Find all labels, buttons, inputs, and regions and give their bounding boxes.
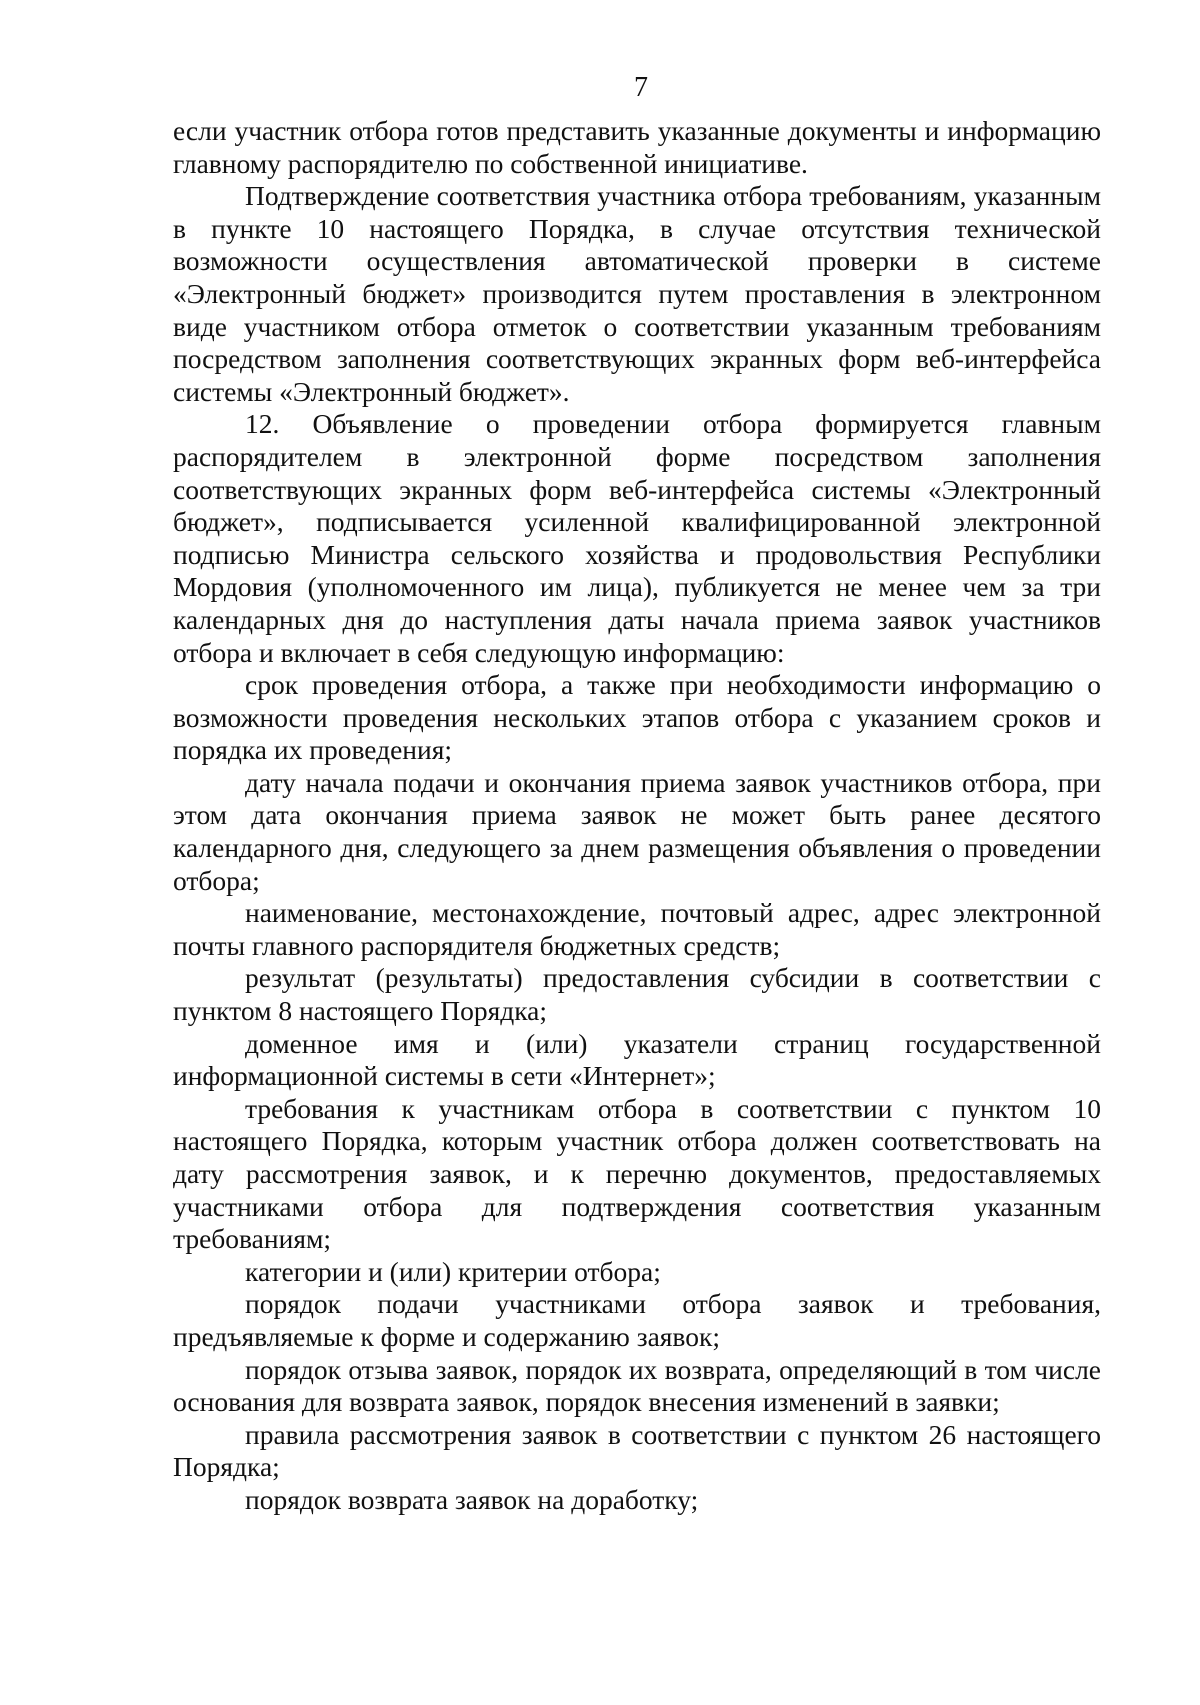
paragraph-4: срок проведения отбора, а также при необходимости информацию о возможности проведения нескольких этапов отбора с указанием сроков и порядка их проведения;: [173, 669, 1101, 766]
paragraph-11: порядок подачи участниками отбора заявок и требования, предъявляемые к форме и содержанию заявок;: [173, 1288, 1101, 1352]
paragraph-7: результат (результаты) предоставления субсидии в соответствии с пунктом 8 настоящего Порядка;: [173, 962, 1101, 1027]
paragraph-1: если участник отбора готов представить указанные документы и информацию главному распорядителю по собственной инициативе.: [173, 115, 1101, 179]
paragraph-5: дату начала подачи и окончания приема заявок участников отбора, при этом дата окончания приема заявок не может быть ранее десятого календарного дня, следующего за днем размещения объявления о проведении отбора;: [173, 766, 1101, 896]
paragraph-14: порядок возврата заявок на доработку;: [245, 1483, 699, 1515]
document-body: [173, 115, 1101, 1517]
paragraph-9: требования к участникам отбора в соответствии с пунктом 10 настоящего Порядка, которым участник отбора должен соответствовать на дату рассмотрения заявок, и к перечню документов, предоставляемых участниками отбора для подтверждения соответствия указанным требованиям;: [173, 1092, 1101, 1255]
paragraph-12: порядок отзыва заявок, порядок их возврата, определяющий в том числе основания для возврата заявок, порядок внесения изменений в заявки;: [173, 1353, 1101, 1418]
paragraph-8: доменное имя и (или) указатели страниц государственной информационной системы в сети «Интернет»;: [173, 1027, 1101, 1092]
page-number: 7: [634, 72, 648, 103]
paragraph-3: 12. Объявление о проведении отбора формируется главным распорядителем в электронной форме посредством заполнения соответствующих экранных форм веб-интерфейса системы «Электронный бюджет», подписывается усиленной квалифицированной электронной подписью Министра сельского хозяйства и продовольствия Республики Мордовия (уполномоченного им лица), публикуется не менее чем за три календарных дня до наступления даты начала приема заявок участников отбора и включает в себя следующую информацию:: [173, 408, 1101, 668]
paragraph-10: категории и (или) критерии отбора;: [245, 1255, 661, 1287]
paragraph-6: наименование, местонахождение, почтовый адрес, адрес электронной почты главного распорядителя бюджетных средств;: [173, 897, 1101, 961]
paragraph-2: Подтверждение соответствия участника отбора требованиям, указанным в пункте 10 настоящего Порядка, в случае отсутствия технической возможности осуществления автоматической проверки в системе «Электронный бюджет» производится путем проставления в электронном виде участником отбора отметок о соответствии указанным требованиям посредством заполнения соответствующих экранных форм веб-интерфейса системы «Электронный бюджет».: [173, 180, 1101, 407]
paragraph-13: правила рассмотрения заявок в соответствии с пунктом 26 настоящего Порядка;: [173, 1418, 1101, 1483]
